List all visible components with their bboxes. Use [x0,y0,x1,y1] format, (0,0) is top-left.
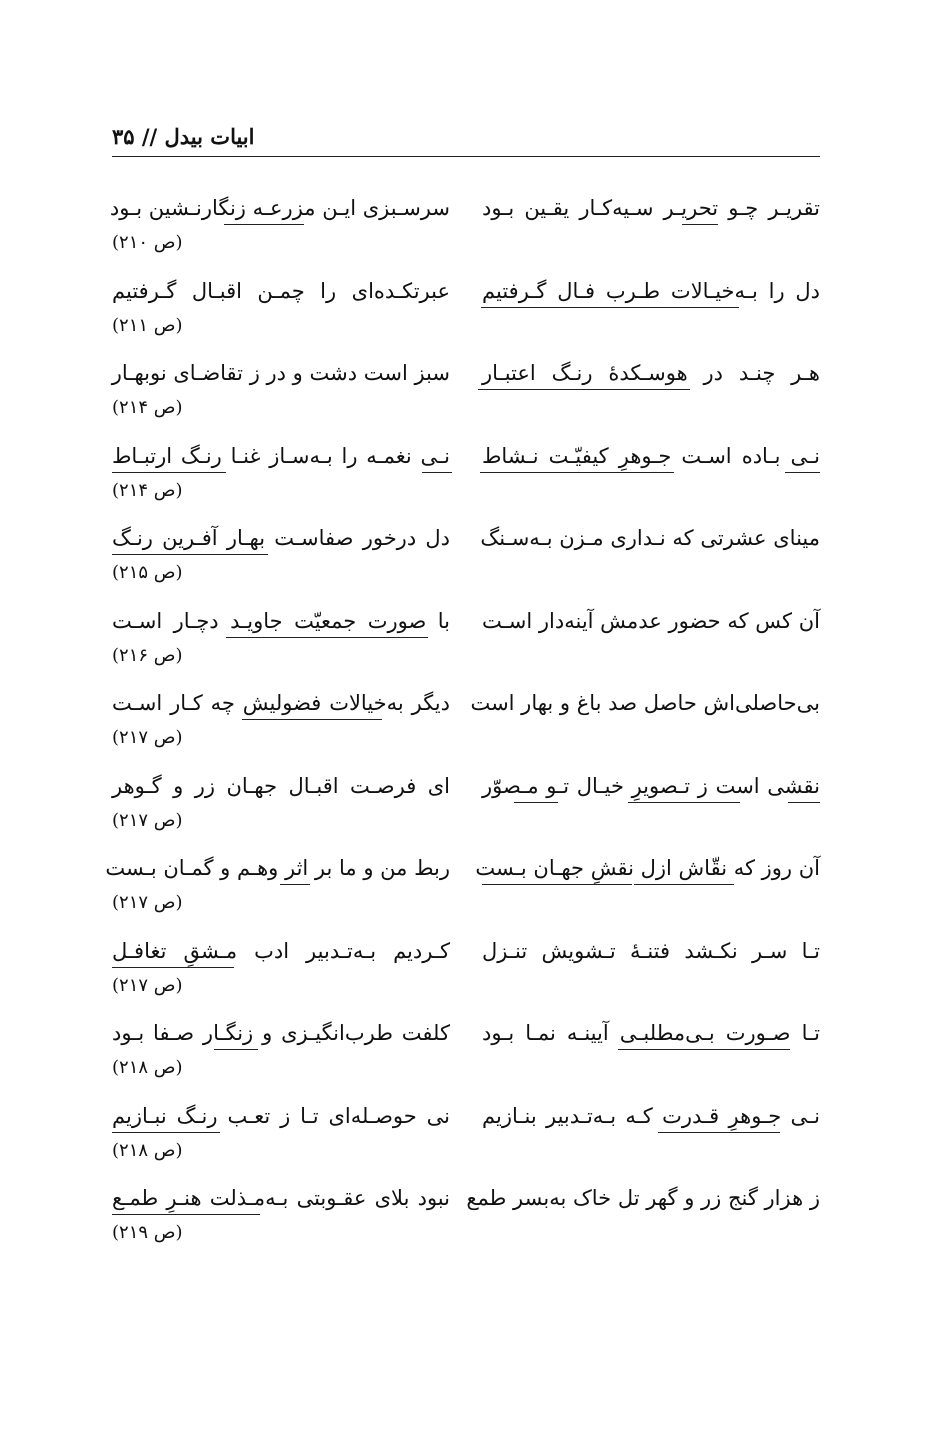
first-hemistich: تـا سـر نکـشد فتنـهٔ تـشویش تنـزل [482,938,820,963]
page-reference: (ص ۲۱۵) [112,562,183,583]
first-hemistich: نـی جـوهرِ قـدرت کـه بـه‌تـدبیر بنـازیم [482,1103,820,1128]
verse-13 [112,1180,820,1263]
page-reference: (ص ۲۱۸) [112,1057,183,1078]
underline-mark [628,802,740,803]
verse-list [105,190,820,1263]
first-hemistich: تـا صـورت بـی‌مطلبـی آیینـه نمـا بـود [482,1021,820,1045]
page-reference: (ص ۲۱۰) [112,232,183,253]
second-hemistich: کلفت طرب‌انگیـزی و زنگـار صـفا بـود [112,1021,450,1045]
first-hemistich: دل را بـه‌خیـالات طـرب فـال گـرفتیم [482,278,820,303]
verse-3 [112,355,820,438]
underline-mark [112,1132,220,1133]
second-hemistich: نبود بلای عقـوبتی بـه‌مـذلت هنـرِ طمـع [112,1186,450,1210]
first-hemistich: بی‌حاصلی‌اش حاصل صد باغ و بهار است [470,691,820,715]
running-header-title: ابیات بیدل // ۳۵ [112,124,255,149]
verse-9 [105,850,820,933]
verse-8 [112,768,820,851]
underline-mark [478,389,690,390]
page-reference: (ص ۲۱۶) [112,644,183,666]
first-hemistich: مینای عشرتی که نـداری مـزن بـه‌سـنگ [480,526,820,550]
second-hemistich: نی حوصـله‌ای تـا ز تعـب رنـگ نبـازیم [112,1103,450,1128]
second-hemistich: ای فرصـت اقبـال جهـان زر و گـوهر [112,773,450,798]
second-hemistich: عبرتکـده‌ای را چمـن اقبـال گـرفتیم [112,278,450,303]
verse-6 [112,603,820,686]
first-hemistich: نقشی است ز تـصویرِ خیـال تـو مـصوّر [482,773,820,798]
verse-2 [112,273,820,356]
page-reference: (ص ۲۱۴) [112,397,183,418]
first-hemistich: ز هزار گنج زر و گهر تل خاک به‌بسر طمع [466,1186,820,1210]
page-reference: (ص ۲۱۹) [112,1222,183,1243]
underline-mark [514,802,558,803]
underline-mark [482,884,632,885]
underline-mark [480,472,674,473]
verse-7 [112,685,820,768]
verse-12 [112,1098,820,1181]
verse-5 [112,520,820,603]
underline-mark [112,1214,260,1215]
second-hemistich: با صورت جمعیّت جاویـد دچـار اسـت [112,608,450,633]
verse-4 [112,438,820,521]
underline-mark [242,719,382,720]
underline-mark [658,1132,780,1133]
second-hemistich: سبز است دشت و در ز تقاضـای نوبهـار [111,361,450,385]
page-reference: (ص ۲۱۷) [112,809,183,831]
underline-mark [280,884,310,885]
underline-mark [788,802,820,803]
underline-mark [214,1049,258,1050]
underline-mark [422,472,452,473]
second-hemistich: کـردیم بـه‌تـدبیر ادب مـشقِ تغافـل [112,938,450,963]
underline-mark [481,307,739,308]
running-header [112,118,820,157]
underline-mark [226,637,428,638]
underline-mark [112,472,226,473]
verse-11 [112,1015,820,1098]
underline-mark [618,1049,790,1050]
first-hemistich: هـر چنـد در هوسـکدهٔ رنـگ اعتبـار [482,361,820,385]
underline-mark [112,554,268,555]
second-hemistich: دل درخور صفاسـت بهـار آفـرین رنـگ [112,526,450,550]
first-hemistich: تقریـر چـو تحریـر سـیه‌کـار یقـین بـود [482,196,820,220]
page-reference: (ص ۲۱۷) [112,892,183,913]
page-reference: (ص ۲۱۷) [112,974,183,996]
underline-mark [112,967,234,968]
second-hemistich: ربط من و ما بر اثر وهـم و گمـان بـست [105,856,450,880]
first-hemistich: آن کس که حضور عدمش آینه‌دار اسـت [482,608,820,633]
second-hemistich: نـی نغمـه را بـه‌سـاز غنـا رنـگ ارتبـاط [112,443,450,468]
page-reference: (ص ۲۱۴) [112,479,183,501]
verse-1 [109,190,820,273]
verse-10 [112,933,820,1016]
first-hemistich: نـی بـاده اسـت جـوهرِ کیفیّـت نـشاط [482,443,820,468]
page-reference: (ص ۲۱۱) [112,314,183,336]
page-reference: (ص ۲۱۷) [112,727,183,748]
second-hemistich: سرسـبزی ایـن مزرعـه زنگارنـشین بـود [109,196,450,220]
underline-mark [785,472,820,473]
second-hemistich: دیگر به‌خیالات فضولیش چه کـار اسـت [112,691,450,715]
underline-mark [682,224,718,225]
first-hemistich: آن روز که نقّاش ازل نقشِ جهـان بـست [475,856,820,880]
underline-mark [224,224,304,225]
page-reference: (ص ۲۱۸) [112,1139,183,1161]
underline-mark [634,884,734,885]
